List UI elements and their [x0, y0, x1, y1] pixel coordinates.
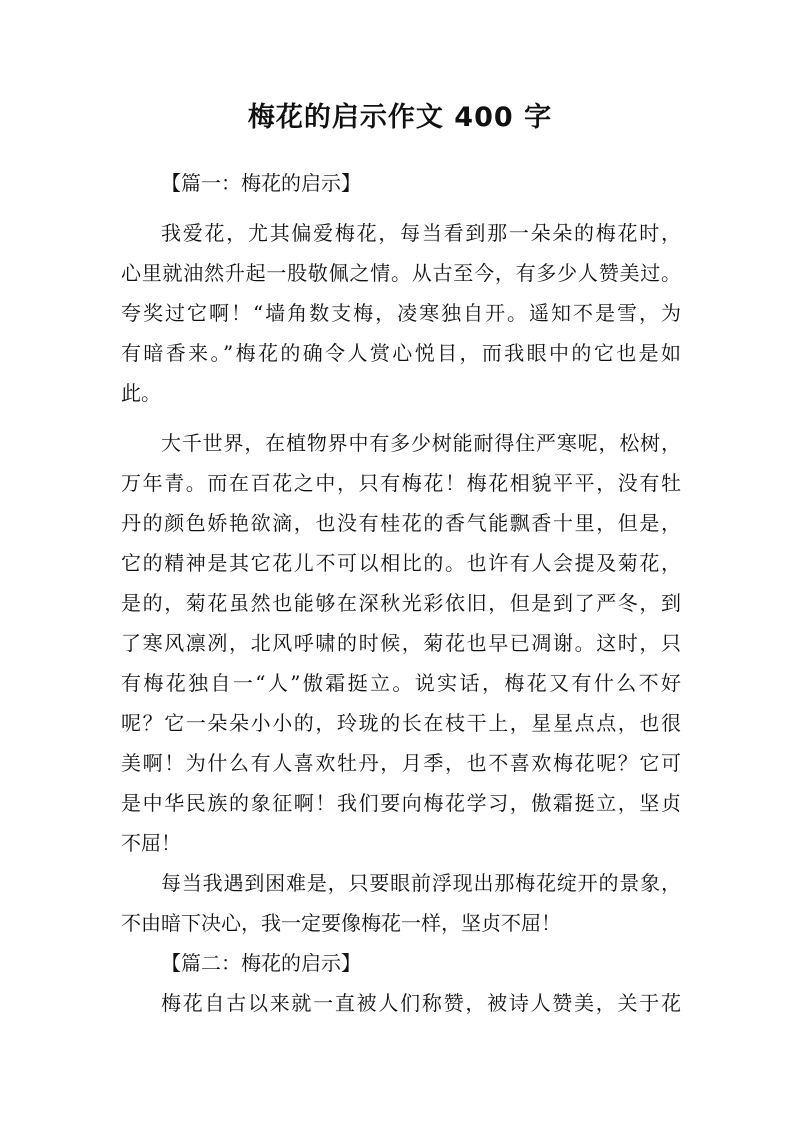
section-heading-1: 【篇一：梅花的启示】: [161, 171, 361, 195]
paragraph-line: 不由暗下决心，我一定要像梅花一样，坚贞不屈！: [121, 911, 561, 935]
paragraph-line: 是中华民族的象征啊！我们要向梅花学习，傲霜挺立，坚贞: [121, 791, 681, 815]
paragraph-line: 万年青。而在百花之中，只有梅花！梅花相貌平平，没有牡: [121, 471, 681, 495]
paragraph-line: 它的精神是其它花儿不可以相比的。也许有人会提及菊花，: [121, 551, 681, 575]
paragraph-line: 每当我遇到困难是，只要眼前浮现出那梅花绽开的景象，: [161, 871, 681, 895]
paragraph-line: 丹的颜色娇艳欲滴，也没有桂花的香气能飘香十里，但是，: [121, 511, 681, 535]
paragraph-line: 此。: [121, 381, 161, 405]
paragraph-line: 大千世界，在植物界中有多少树能耐得住严寒呢，松树，: [161, 431, 681, 455]
paragraph-line: 我爱花，尤其偏爱梅花，每当看到那一朵朵的梅花时，: [161, 221, 681, 245]
paragraph-line: 不屈！: [121, 831, 181, 855]
paragraph-line: 美啊！为什么有人喜欢牡丹，月季，也不喜欢梅花呢？它可: [121, 751, 681, 775]
paragraph-line: 有暗香来。”梅花的确令人赏心悦目，而我眼中的它也是如: [121, 341, 681, 365]
paragraph-line: 是的，菊花虽然也能够在深秋光彩依旧，但是到了严冬，到: [121, 591, 681, 615]
paragraph-line: 呢？它一朵朵小小的，玲珑的长在枝干上，星星点点，也很: [121, 711, 681, 735]
paragraph-line: 梅花自古以来就一直被人们称赞，被诗人赞美，关于花: [161, 991, 681, 1015]
paragraph-line: 心里就油然升起一股敬佩之情。从古至今，有多少人赞美过。: [121, 261, 681, 285]
paragraph-line: 有梅花独自一“人”傲霜挺立。说实话，梅花又有什么不好: [121, 671, 681, 695]
document-title: 梅花的启示作文 400 字: [247, 102, 553, 133]
paragraph-line: 了寒风凛冽，北风呼啸的时候，菊花也早已凋谢。这时，只: [121, 631, 681, 655]
document-body: [121, 163, 681, 1023]
paragraph-line: 夸奖过它啊！“墙角数支梅，凌寒独自开。遥知不是雪，为: [121, 301, 681, 325]
section-heading-2: 【篇二：梅花的启示】: [161, 951, 361, 975]
